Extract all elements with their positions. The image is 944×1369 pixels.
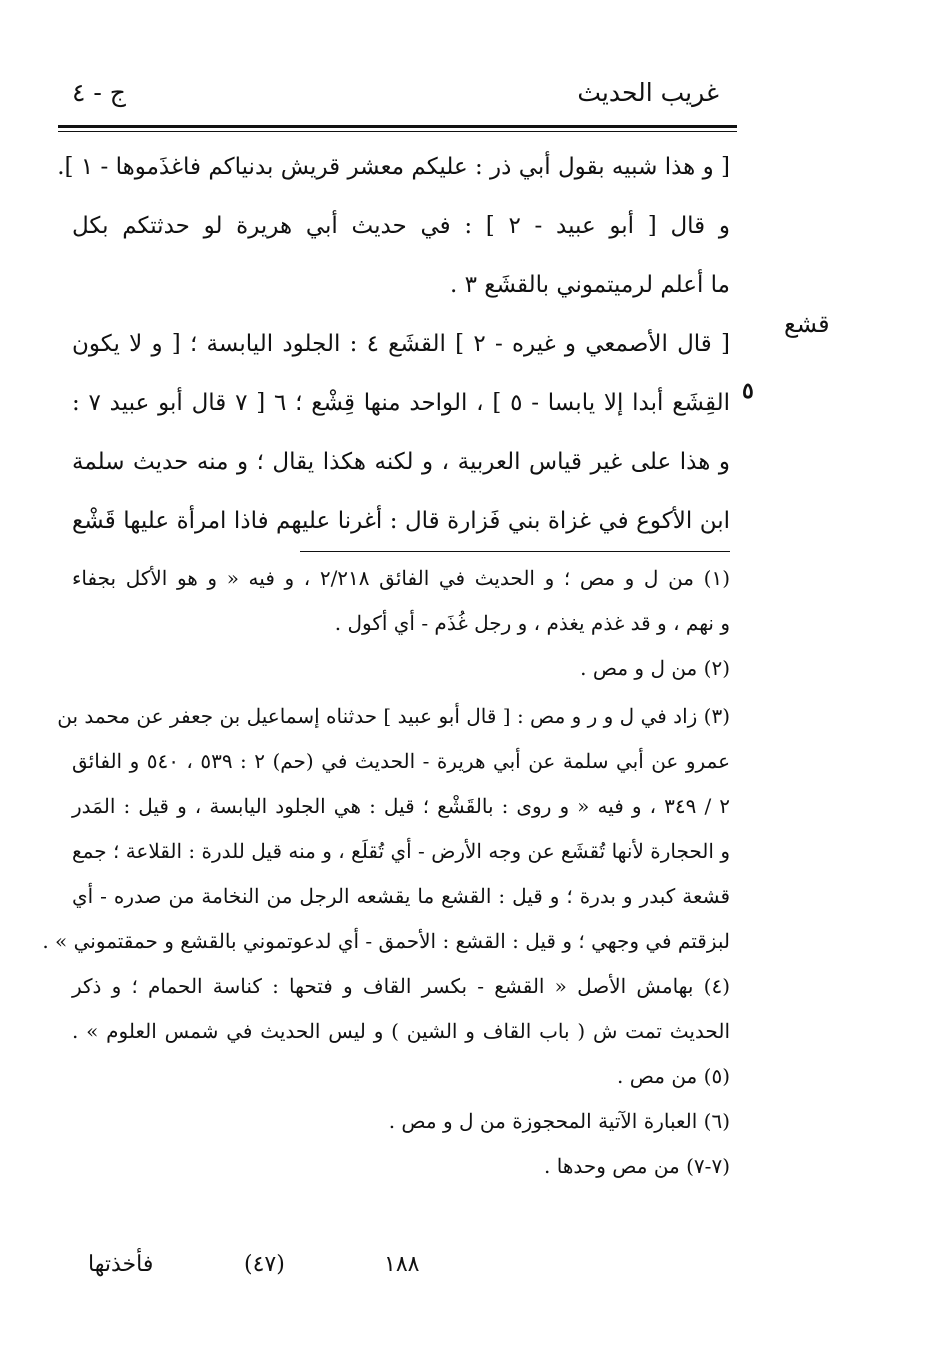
original-page-number: (٤٧) <box>244 1252 285 1277</box>
footnote-line: (٣) زاد في ل و ر و مص : [ قال أبو عبيد ] حدثناه إسماعيل بن جعفر عن محمد بن <box>57 704 730 728</box>
page-number: ١٨٨ <box>384 1252 420 1277</box>
footnote-line: (١) من ل و مص ؛ و الحديث في الفائق ٢/٢١٨ ، و فيه « و هو الأكل بجفاء <box>72 566 730 590</box>
running-header-volume: ج - ٤ <box>72 78 126 107</box>
footnote-line: و نهم ، و قد غذم يغذم ، و رجل غُذَم - أي أكول . <box>334 611 730 635</box>
footnote-separator <box>300 551 730 552</box>
footnote-line: و الحجارة لأنها تُقشَع عن وجه الأرض - أي تُقلَع ، و منه قيل للدرة : القلاعة ؛ جمع <box>72 839 730 863</box>
header-rule-thick <box>58 125 737 128</box>
body-line: و قال [ أبو عبيد - ٢ ] : في حديث أبي هريرة لو حدثتكم بكل <box>72 213 730 239</box>
footnote-line: لبزقتم في وجهي ؛ و قيل : القشع : الأحمق - أي لدعوتموني بالقشع و حمقتموني » . <box>42 929 730 953</box>
footnote-line: (٧-٧) من مص وحدها . <box>544 1154 730 1178</box>
margin-headword: قشع <box>784 310 830 338</box>
body-line: ما أعلم لرميتموني بالقشَع ٣ . <box>449 272 730 298</box>
footnotes <box>42 556 731 1189</box>
body-line: ابن الأكوع في غزاة بني فَزارة قال : أغرنا عليهم فاذا امرأة عليها قَشْع <box>72 508 730 534</box>
footnote-line: قشعة كبدر و بدرة ؛ و قيل : القشع ما يقشعه الرجل من النخامة من صدره - أي <box>72 884 731 908</box>
footnote-line: (٥) من مص . <box>617 1064 730 1088</box>
footnote-line: الحديث تمت ش ( باب القاف و الشين ) و ليس الحديث في شمس العلوم » . <box>72 1019 730 1043</box>
footnote-line: (٢) من ل و مص . <box>580 656 730 680</box>
main-text <box>57 138 731 551</box>
footnote-line: عمرو عن أبي سلمة عن أبي هريرة - الحديث في (حم) ٢ : ٥٣٩ ، ٥٤٠ و الفائق <box>72 749 731 773</box>
footnote-line: (٤) بهامش الأصل « القشع - بكسر القاف و فتحها : كناسة الحمام ؛ و ذكر <box>72 974 730 998</box>
header-rule-thin <box>58 131 737 132</box>
running-header-title: غريب الحديث <box>577 78 719 107</box>
catchword: فأخذتها <box>88 1252 154 1277</box>
margin-line-number: ٥ <box>742 378 754 404</box>
body-line: [ و هذا شبيه بقول أبي ذر : عليكم معشر قريش بدنياكم فاغذَموها - ١ ]. <box>57 154 730 180</box>
body-line: القِشَع أبدا إلا يابسا - ٥ ] ، الواحد منها قِشْع ؛ ٦ [ ٧ قال أبو عبيد ٧ : <box>72 390 730 416</box>
footnote-line: (٦) العبارة الآتية المحجوزة من ل و مص . <box>388 1109 730 1133</box>
body-line: [ قال الأصمعي و غيره - ٢ ] القشَع ٤ : الجلود اليابسة ؛ [ و لا يكون <box>72 331 731 357</box>
footnote-line: ٢ / ٣٤٩ ، و فيه « و روى : بالقَشْع ؛ قيل : هي الجلود اليابسة ، و قيل : المَدر <box>72 794 731 818</box>
body-line: و هذا على غير قياس العربية ، و لكنه هكذا يقال ؛ و منه حديث سلمة <box>72 449 730 475</box>
